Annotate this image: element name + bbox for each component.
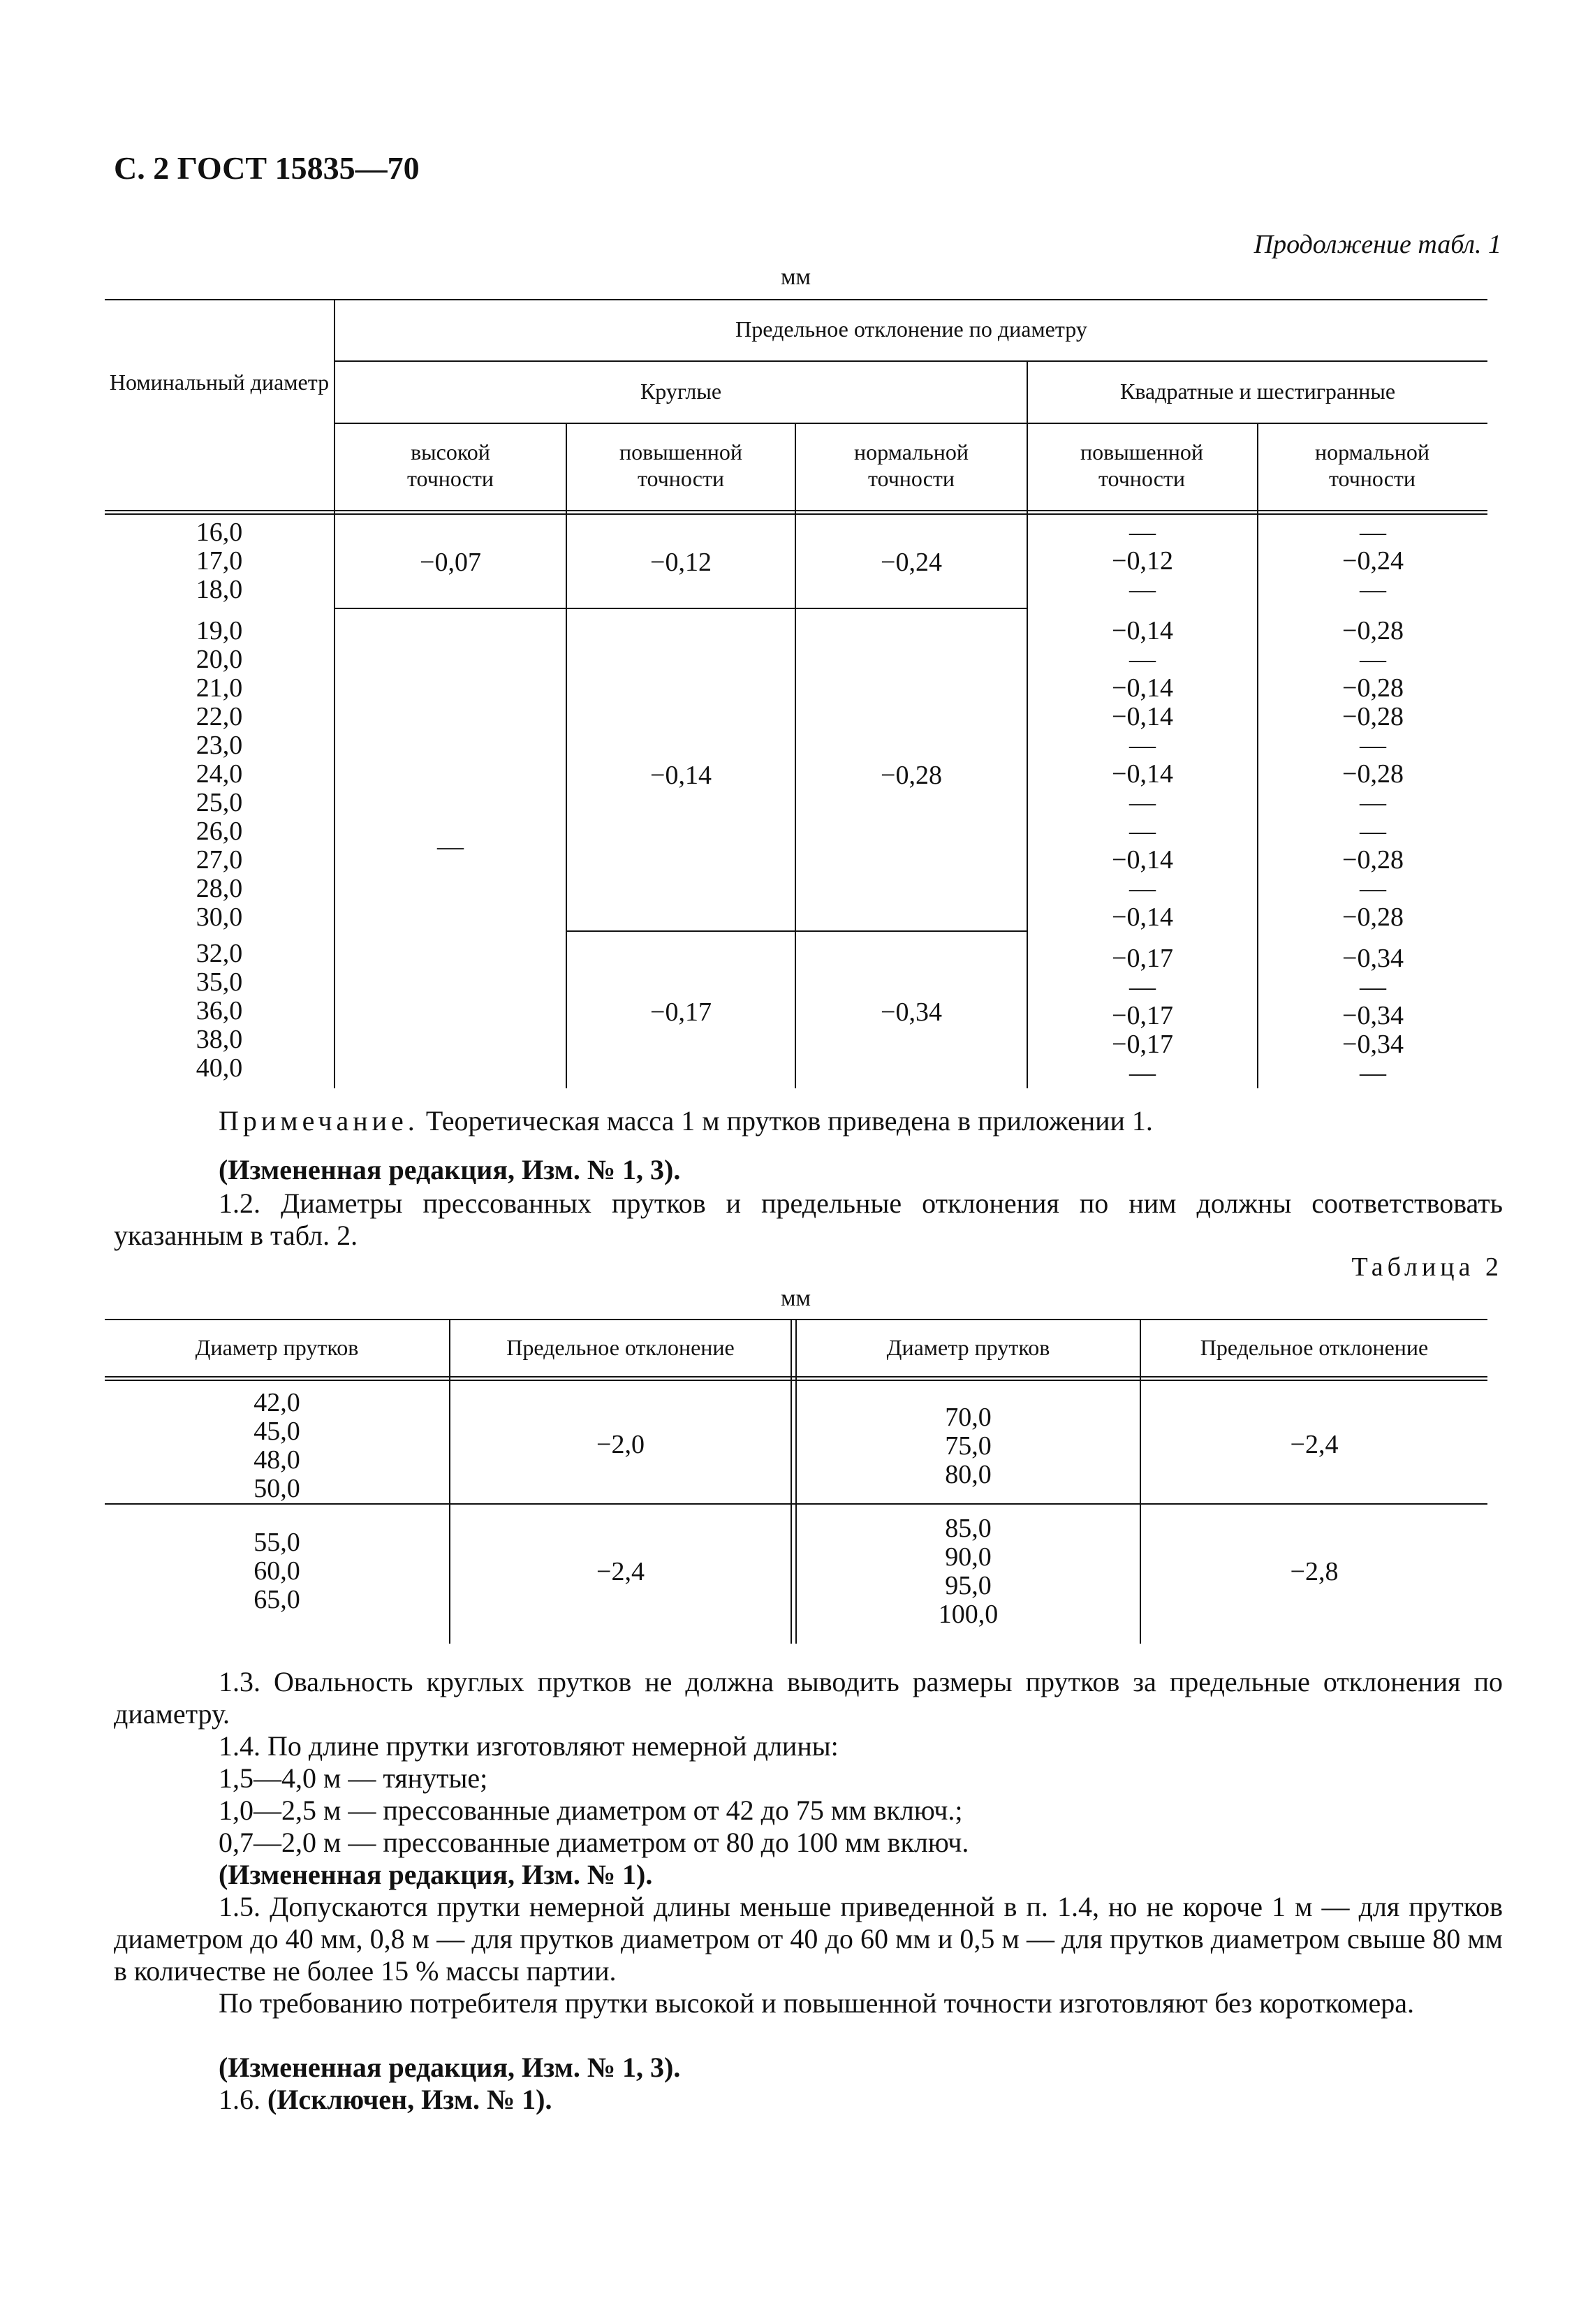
deviation-cell: — [1129,518,1156,547]
deviation-cell: — [1129,1058,1156,1088]
diameter-cell: 22,0 [196,702,243,731]
diameter-cell: 45,0 [253,1417,300,1446]
deviation-cell: −0,28 [1342,702,1404,731]
deviation-cell: — [1360,645,1386,674]
deviation-cell: — [1129,575,1156,604]
deviation-cell: −0,14 [1112,702,1173,731]
increased-deviation-c: −0,17 [650,997,712,1027]
diameter-cell: 19,0 [196,616,243,645]
diameter-cell: 27,0 [196,845,243,875]
diameter-cell: 24,0 [196,759,243,789]
col-sq-normal-precision: нормальной точности [1315,439,1429,491]
deviation-cell: — [1129,817,1156,846]
deviation-cell: — [1129,874,1156,903]
deviation-cell: −0,28 [1342,616,1404,645]
paragraph-1-4-item-1: 1,5—4,0 м — тянутые; [219,1762,488,1794]
diameter-cell: 85,0 [945,1514,992,1543]
deviation-cell: −0,28 [1342,759,1404,789]
deviation-cell: — [1360,788,1386,817]
t2-right-deviation-2: −2,8 [1290,1557,1339,1586]
diameter-cell: 48,0 [253,1445,300,1475]
paragraph-1-4: 1.4. По длине прутки изготовляют немерной длины: [219,1730,839,1762]
diameter-cell: 16,0 [196,518,243,547]
t2-col-diameter-left: Диаметр прутков [195,1335,359,1360]
diameter-cell: 30,0 [196,902,243,932]
paragraph-1-6-text: (Исключен, Изм. № 1). [267,2084,552,2115]
sq-normal-values [1258,518,1487,1088]
diameter-cell: 90,0 [945,1542,992,1572]
diameter-cell: 18,0 [196,575,243,604]
increased-deviation-b: −0,14 [650,761,712,790]
page-header: С. 2 ГОСТ 15835—70 [114,150,420,186]
col-sq-increased-precision: повышенной точности [1080,439,1203,491]
diameter-cell: 42,0 [253,1388,300,1417]
deviation-cell: −0,14 [1112,845,1173,875]
t2-left-deviation-1: −2,0 [596,1430,645,1459]
diameter-cell: 50,0 [253,1474,300,1503]
diameter-cell: 25,0 [196,788,243,817]
t2-right-diameters-1 [797,1403,1140,1489]
deviation-cell: −0,28 [1342,902,1404,932]
edit-note-2: (Измененная редакция, Изм. № 1). [219,1859,653,1890]
deviation-cell: −0,14 [1112,759,1173,789]
diameter-cell: 70,0 [945,1403,992,1432]
deviation-cell: — [1360,874,1386,903]
deviation-cell: — [1360,1058,1386,1088]
col-nominal-diameter: Номинальный диаметр [109,370,330,395]
deviation-cell: −0,14 [1112,902,1173,932]
deviation-cell: — [1360,518,1386,547]
diameter-cell: 17,0 [196,546,243,576]
diameter-cell: 75,0 [945,1431,992,1461]
deviation-cell: −0,34 [1342,944,1404,973]
diameter-cell: 60,0 [253,1556,300,1586]
normal-deviation-c: −0,34 [881,997,942,1027]
t2-right-deviation-1: −2,4 [1290,1430,1339,1459]
paragraph-1-4-item-3: 0,7—2,0 м — прессованные диаметром от 80 до 100 мм включ. [219,1827,969,1858]
deviation-cell: — [1129,788,1156,817]
col-group-round: Круглые [640,379,722,404]
diameter-cell: 21,0 [196,673,243,703]
deviation-cell: — [1129,731,1156,760]
t2-left-diameters-2 [105,1528,449,1614]
t2-left-diameters-1 [105,1389,449,1503]
deviation-cell: −0,28 [1342,673,1404,703]
diameter-cell: 38,0 [196,1025,243,1054]
paragraph-1-5-note: По требованию потребителя прутки высокой и повышенной точности изготовляют без короткомера. [219,1987,1414,2019]
diameter-cell: 55,0 [253,1528,300,1557]
high-deviation-a: −0,07 [420,548,481,577]
diameters-group-b [105,617,334,932]
deviation-cell: −0,34 [1342,1001,1404,1030]
diameter-cell: 80,0 [945,1460,992,1489]
diameter-cell: 26,0 [196,817,243,846]
deviation-cell: −0,28 [1342,845,1404,875]
unit-label: мм [781,264,811,290]
deviation-cell: −0,17 [1112,1030,1173,1059]
deviation-cell: — [1360,817,1386,846]
col-group-square-hex: Квадратные и шестигранные [1119,379,1396,404]
deviation-cell: −0,34 [1342,1030,1404,1059]
sq-increased-values [1028,518,1257,1088]
diameters-group-c [105,940,334,1083]
deviation-cell: — [1129,972,1156,1002]
high-deviation-bc: — [437,832,464,861]
note-text: Теоретическая масса 1 м прутков приведена в приложении 1. [418,1105,1153,1137]
deviation-cell: −0,24 [1342,546,1404,576]
t2-col-deviation-left: Предельное отклонение [506,1335,735,1360]
deviation-cell: −0,17 [1112,1001,1173,1030]
table-continuation-label: Продолжение табл. 1 [1254,230,1501,259]
deviation-cell: −0,17 [1112,944,1173,973]
diameter-cell: 36,0 [196,996,243,1025]
col-normal-precision: нормальной точности [854,439,969,491]
diameter-cell: 100,0 [938,1600,999,1629]
paragraph-1-2: 1.2. Диаметры прессованных прутков и предельные отклонения по ним должны соответствовать указанным в табл. 2. [114,1187,1503,1251]
diameter-cell: 40,0 [196,1053,243,1083]
col-high-precision: высокой точности [406,439,494,491]
col-group-deviation: Предельное отклонение по диаметру [735,316,1087,342]
diameter-cell: 28,0 [196,874,243,903]
diameter-cell: 20,0 [196,645,243,674]
diameter-cell: 23,0 [196,731,243,760]
paragraph-1-4-item-2: 1,0—2,5 м — прессованные диаметром от 42 до 75 мм включ.; [219,1795,963,1826]
deviation-cell: −0,14 [1112,673,1173,703]
normal-deviation-a: −0,24 [881,548,942,577]
deviation-cell: — [1360,575,1386,604]
increased-deviation-a: −0,12 [650,548,712,577]
col-increased-precision: повышенной точности [619,439,742,491]
note-label: Примечание. [219,1105,419,1137]
deviation-cell: — [1360,972,1386,1002]
deviation-cell: −0,12 [1112,546,1173,576]
diameter-cell: 65,0 [253,1585,300,1614]
paragraph-1-6 [114,2084,1503,2116]
t2-col-deviation-right: Предельное отклонение [1200,1335,1429,1360]
deviation-cell: — [1129,645,1156,674]
diameter-cell: 95,0 [945,1571,992,1600]
unit-label-2: мм [781,1285,811,1311]
paragraph-1-3: 1.3. Овальность круглых прутков не должна выводить размеры прутков за предельные отклонения по диаметру. [114,1666,1503,1730]
t2-left-deviation-2: −2,4 [596,1557,645,1586]
t2-col-diameter-right: Диаметр прутков [886,1335,1050,1360]
diameter-cell: 32,0 [196,939,243,968]
paragraph-1-5: 1.5. Допускаются прутки немерной длины меньше приведенной в п. 1.4, но не короче 1 м — для прутков диаметром до 40 мм, 0,8 м — для прутков диаметром от 40 до 60 мм и 0,5 м — для прутков диаметром свыше 80 мм в количестве не более 15 % массы партии. [114,1891,1503,1987]
diameters-group-a [105,518,334,604]
diameter-cell: 35,0 [196,967,243,997]
normal-deviation-b: −0,28 [881,761,942,790]
edit-note-3: (Измененная редакция, Изм. № 1, 3). [219,2052,681,2083]
paragraph-1-6-number: 1.6. [219,2084,267,2115]
edit-note-1: (Измененная редакция, Изм. № 1, 3). [219,1154,681,1185]
deviation-cell: — [1360,731,1386,760]
t2-right-diameters-2 [797,1514,1140,1629]
deviation-cell: −0,14 [1112,616,1173,645]
table-note [114,1105,1503,1137]
table-2-label: Таблица 2 [1351,1252,1503,1282]
